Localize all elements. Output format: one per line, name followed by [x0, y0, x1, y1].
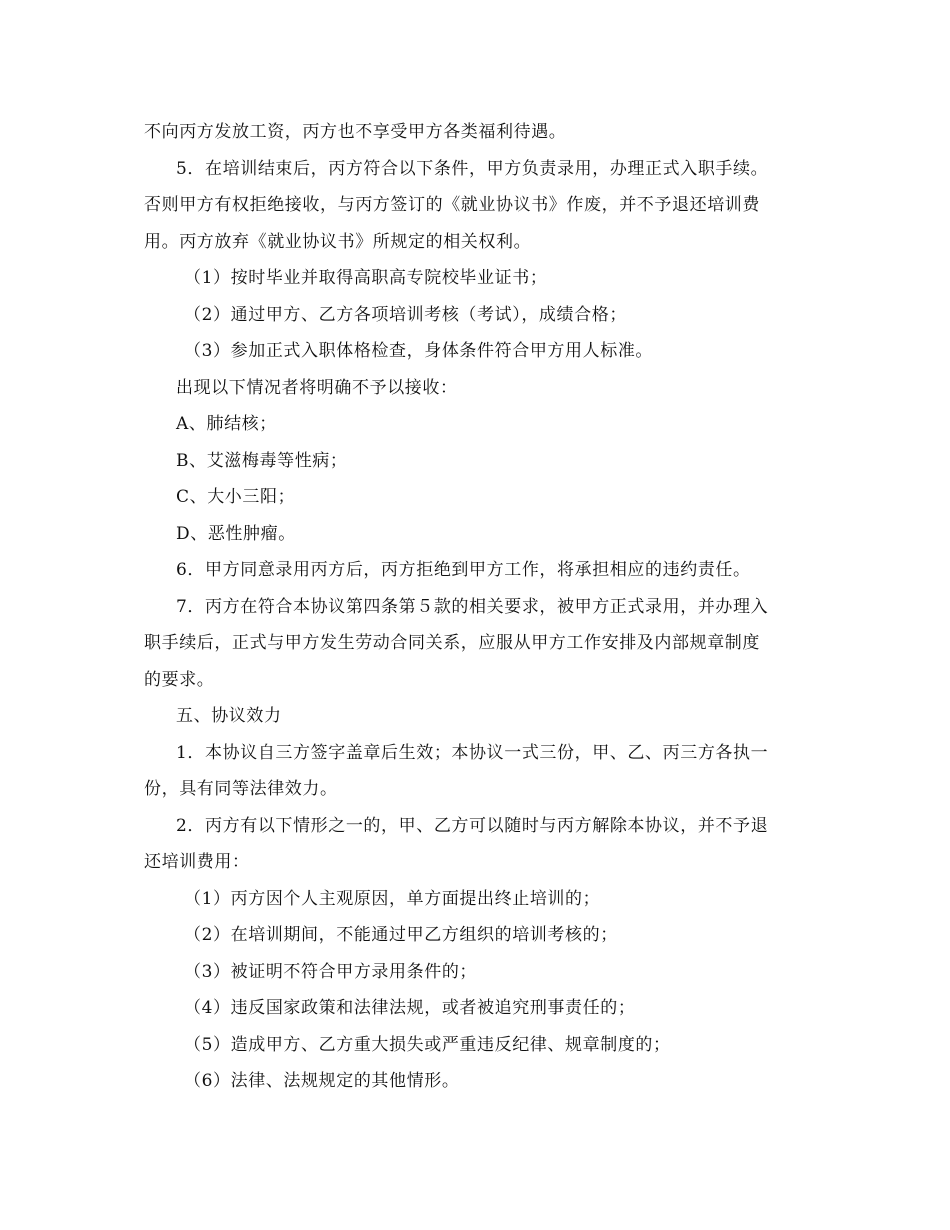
text-line: 还培训费用： [144, 852, 250, 872]
text-line: （3）被证明不符合甲方录用条件的； [184, 961, 478, 982]
text-line: 7．丙方在符合本协议第四条第５款的相关要求，被甲方正式录用，并办理入 [176, 596, 769, 617]
text-line: C、大小三阳； [176, 487, 296, 507]
text-line: 出现以下情况者将明确不予以接收： [176, 377, 458, 398]
text-line: B、艾滋梅毒等性病； [176, 450, 348, 471]
text-line: （6）法律、法规规定的其他情形。 [184, 1071, 460, 1091]
text-line: （1）丙方因个人主观原因，单方面提出终止培训的； [184, 888, 601, 909]
text-line: （4）违反国家政策和法律法规，或者被追究刑事责任的； [184, 998, 636, 1018]
text-line: （3）参加正式入职体格检查，身体条件符合甲方用人标准。 [184, 341, 654, 361]
text-line: 1．本协议自三方签字盖章后生效；本协议一式三份，甲、乙、丙三方各执一 [176, 742, 769, 763]
text-line: （1）按时毕业并取得高职高专院校毕业证书； [184, 268, 548, 288]
text-line: 6．甲方同意录用丙方后，丙方拒绝到甲方工作，将承担相应的违约责任。 [176, 560, 751, 580]
text-line: 的要求。 [144, 669, 215, 690]
text-line: （5）造成甲方、乙方重大损失或严重违反纪律、规章制度的； [184, 1034, 671, 1055]
text-line: 五、协议效力 [176, 706, 282, 726]
text-line: 2．丙方有以下情形之一的，甲、乙方可以随时与丙方解除本协议，并不予退 [176, 815, 769, 836]
document-body [144, 114, 809, 1100]
text-line: D、恶性肿瘤。 [176, 523, 296, 544]
text-line: 5．在培训结束后，丙方符合以下条件，甲方负责录用，办理正式入职手续。 [176, 158, 769, 179]
text-line: （2）在培训期间，不能通过甲乙方组织的培训考核的； [184, 925, 618, 945]
text-line: 份，具有同等法律效力。 [144, 779, 338, 799]
text-line: A、肺结核； [176, 414, 277, 434]
text-line: 职手续后，正式与甲方发生劳动合同关系，应服从甲方工作安排及内部规章制度 [144, 633, 760, 653]
text-line: 否则甲方有权拒绝接收，与丙方签订的《就业协议书》作废，并不予退还培训费 [144, 195, 760, 215]
text-line: 用。丙方放弃《就业协议书》所规定的相关权利。 [144, 231, 532, 252]
text-line: 不向丙方发放工资，丙方也不享受甲方各类福利待遇。 [144, 122, 567, 142]
text-line: （2）通过甲方、乙方各项培训考核（考试），成绩合格； [184, 304, 627, 325]
